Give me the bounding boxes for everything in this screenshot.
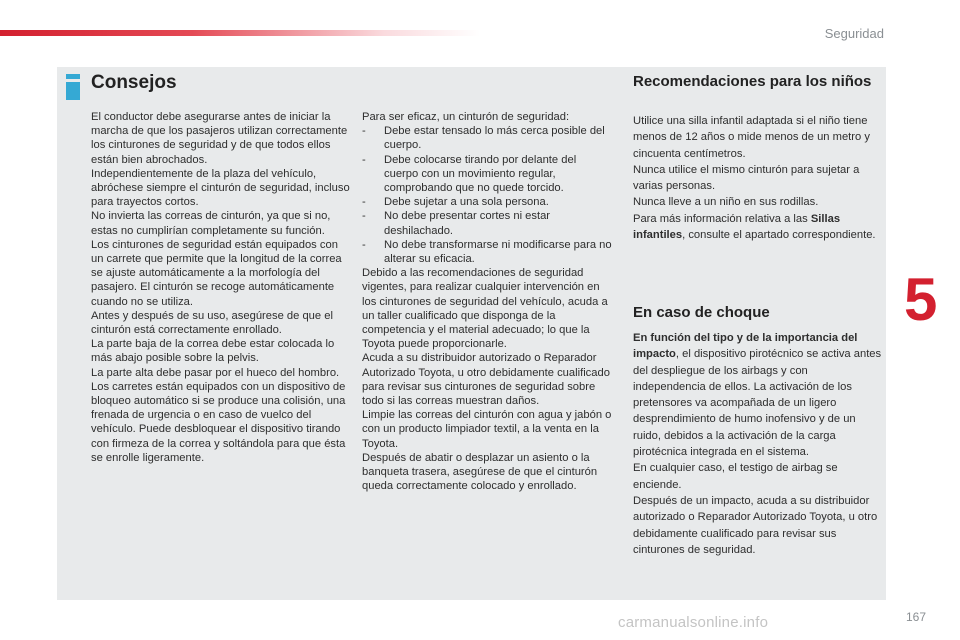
paragraph: Utilice una silla infantil adaptada si el niño tiene menos de 12 años o mide menos de un metro y cincuenta centímetros. <box>633 115 870 160</box>
page-number: 167 <box>905 610 926 624</box>
paragraph: Para ser eficaz, un cinturón de seguridad: <box>362 111 570 123</box>
consejos-heading: Consejos <box>91 72 177 93</box>
paragraph: Los cinturones de seguridad están equipados con un carrete que permite que la longitud de la correa se ajuste automáticamente a la morfología del pasajero. El cinturón se recoge automáticamente cuando no se utiliza. <box>91 238 342 308</box>
paragraph: Después de un impacto, acuda a su distribuidor autorizado o Reparador Autorizado Toyota, u otro debidamente cualificado para revisar sus cinturones de seguridad. <box>633 494 878 556</box>
paragraph: En función del tipo y de la importancia del impacto, el dispositivo pirotécnico se activa antes del despliegue de los airbags y con independencia de ellos. La activación de los pretensores va acompañada de un ligero desprendimiento de humo inofensivo y de un ruido, debidos a la activación de la carga pirotécnica integrada en el sistema. <box>633 332 882 459</box>
paragraph: Para más información relativa a las Sillas infantiles, consulte el apartado correspondiente. <box>633 212 876 242</box>
paragraph: No invierta las correas de cinturón, ya que si no, estas no cumplirían completamente su función. <box>91 210 331 237</box>
list-item: - No debe transformarse ni modificarse para no alterar su eficacia. <box>362 238 612 266</box>
paragraph: La parte baja de la correa debe estar colocada lo más abajo posible sobre la pelvis. <box>91 338 335 365</box>
paragraph: Los carretes están equipados con un dispositivo de bloqueo automático si se produce una colisión, una frenada de urgencia o en caso de vuelco del vehículo. Puede desbloquear el dispositivo tirando con firmeza de la correa y soltándola para que ésta se enrolle ligeramente. <box>91 380 346 464</box>
watermark: carmanualsonline.info <box>618 614 769 631</box>
paragraph: En cualquier caso, el testigo de airbag se enciende. <box>633 462 838 491</box>
paragraph: El conductor debe asegurarse antes de iniciar la marcha de que los pasajeros utilizan correctamente los cinturones de seguridad y de que todos ellos están bien abrochados. <box>91 111 348 166</box>
paragraph: La parte alta debe pasar por el hueco del hombro. <box>91 366 340 379</box>
list-item: - Debe estar tensado lo más cerca posible del cuerpo. <box>362 125 605 152</box>
paragraph: Nunca utilice el mismo cinturón para sujetar a varias personas. <box>633 163 860 193</box>
paragraph: Acuda a su distribuidor autorizado o Reparador Autorizado Toyota, u otro debidamente cualificado para revisar sus cinturones de seguridad sobre todo si las correas muestran daños. <box>362 352 610 408</box>
ninos-column <box>633 113 883 243</box>
list-item: - Debe sujetar a una sola persona. <box>362 196 549 209</box>
paragraph: Limpie las correas del cinturón con agua y jabón o con un producto limpiador textil, a la venta en la Toyota. <box>362 409 612 450</box>
paragraph: Antes y después de su uso, asegúrese de que el cinturón está correctamente enrollado. <box>91 309 333 337</box>
consejos-column-2 <box>362 110 612 493</box>
ninos-heading: Recomendaciones para los niños <box>633 73 872 90</box>
info-icon <box>66 74 80 100</box>
chapter-number: 5 <box>904 266 938 333</box>
header-accent-bar <box>0 30 480 36</box>
choque-column <box>633 330 883 558</box>
paragraph: Independientemente de la plaza del vehículo, abróchese siempre el cinturón de seguridad, incluso para trayectos cortos. <box>91 167 350 209</box>
choque-heading: En caso de choque <box>633 304 770 321</box>
paragraph: Nunca lleve a un niño en sus rodillas. <box>633 196 819 209</box>
list-item: - No debe presentar cortes ni estar deshilachado. <box>362 210 551 237</box>
section-title: Seguridad <box>824 26 884 41</box>
paragraph: Debido a las recomendaciones de seguridad vigentes, para realizar cualquier intervención en los cinturones de seguridad del vehículo, acuda a un taller cualificado que disponga de la competencia y el material adecuado; lo que la Toyota puede proporcionarle. <box>362 267 608 351</box>
list-item: - Debe colocarse tirando por delante del cuerpo con un movimiento regular, comprobando que no quede torcido. <box>362 153 577 195</box>
consejos-column-1 <box>91 110 353 465</box>
paragraph: Después de abatir o desplazar un asiento o la banqueta trasera, asegúrese de que el cinturón queda correctamente colocado y enrollado. <box>362 451 598 493</box>
link-text: Sillas infantiles <box>633 212 841 242</box>
